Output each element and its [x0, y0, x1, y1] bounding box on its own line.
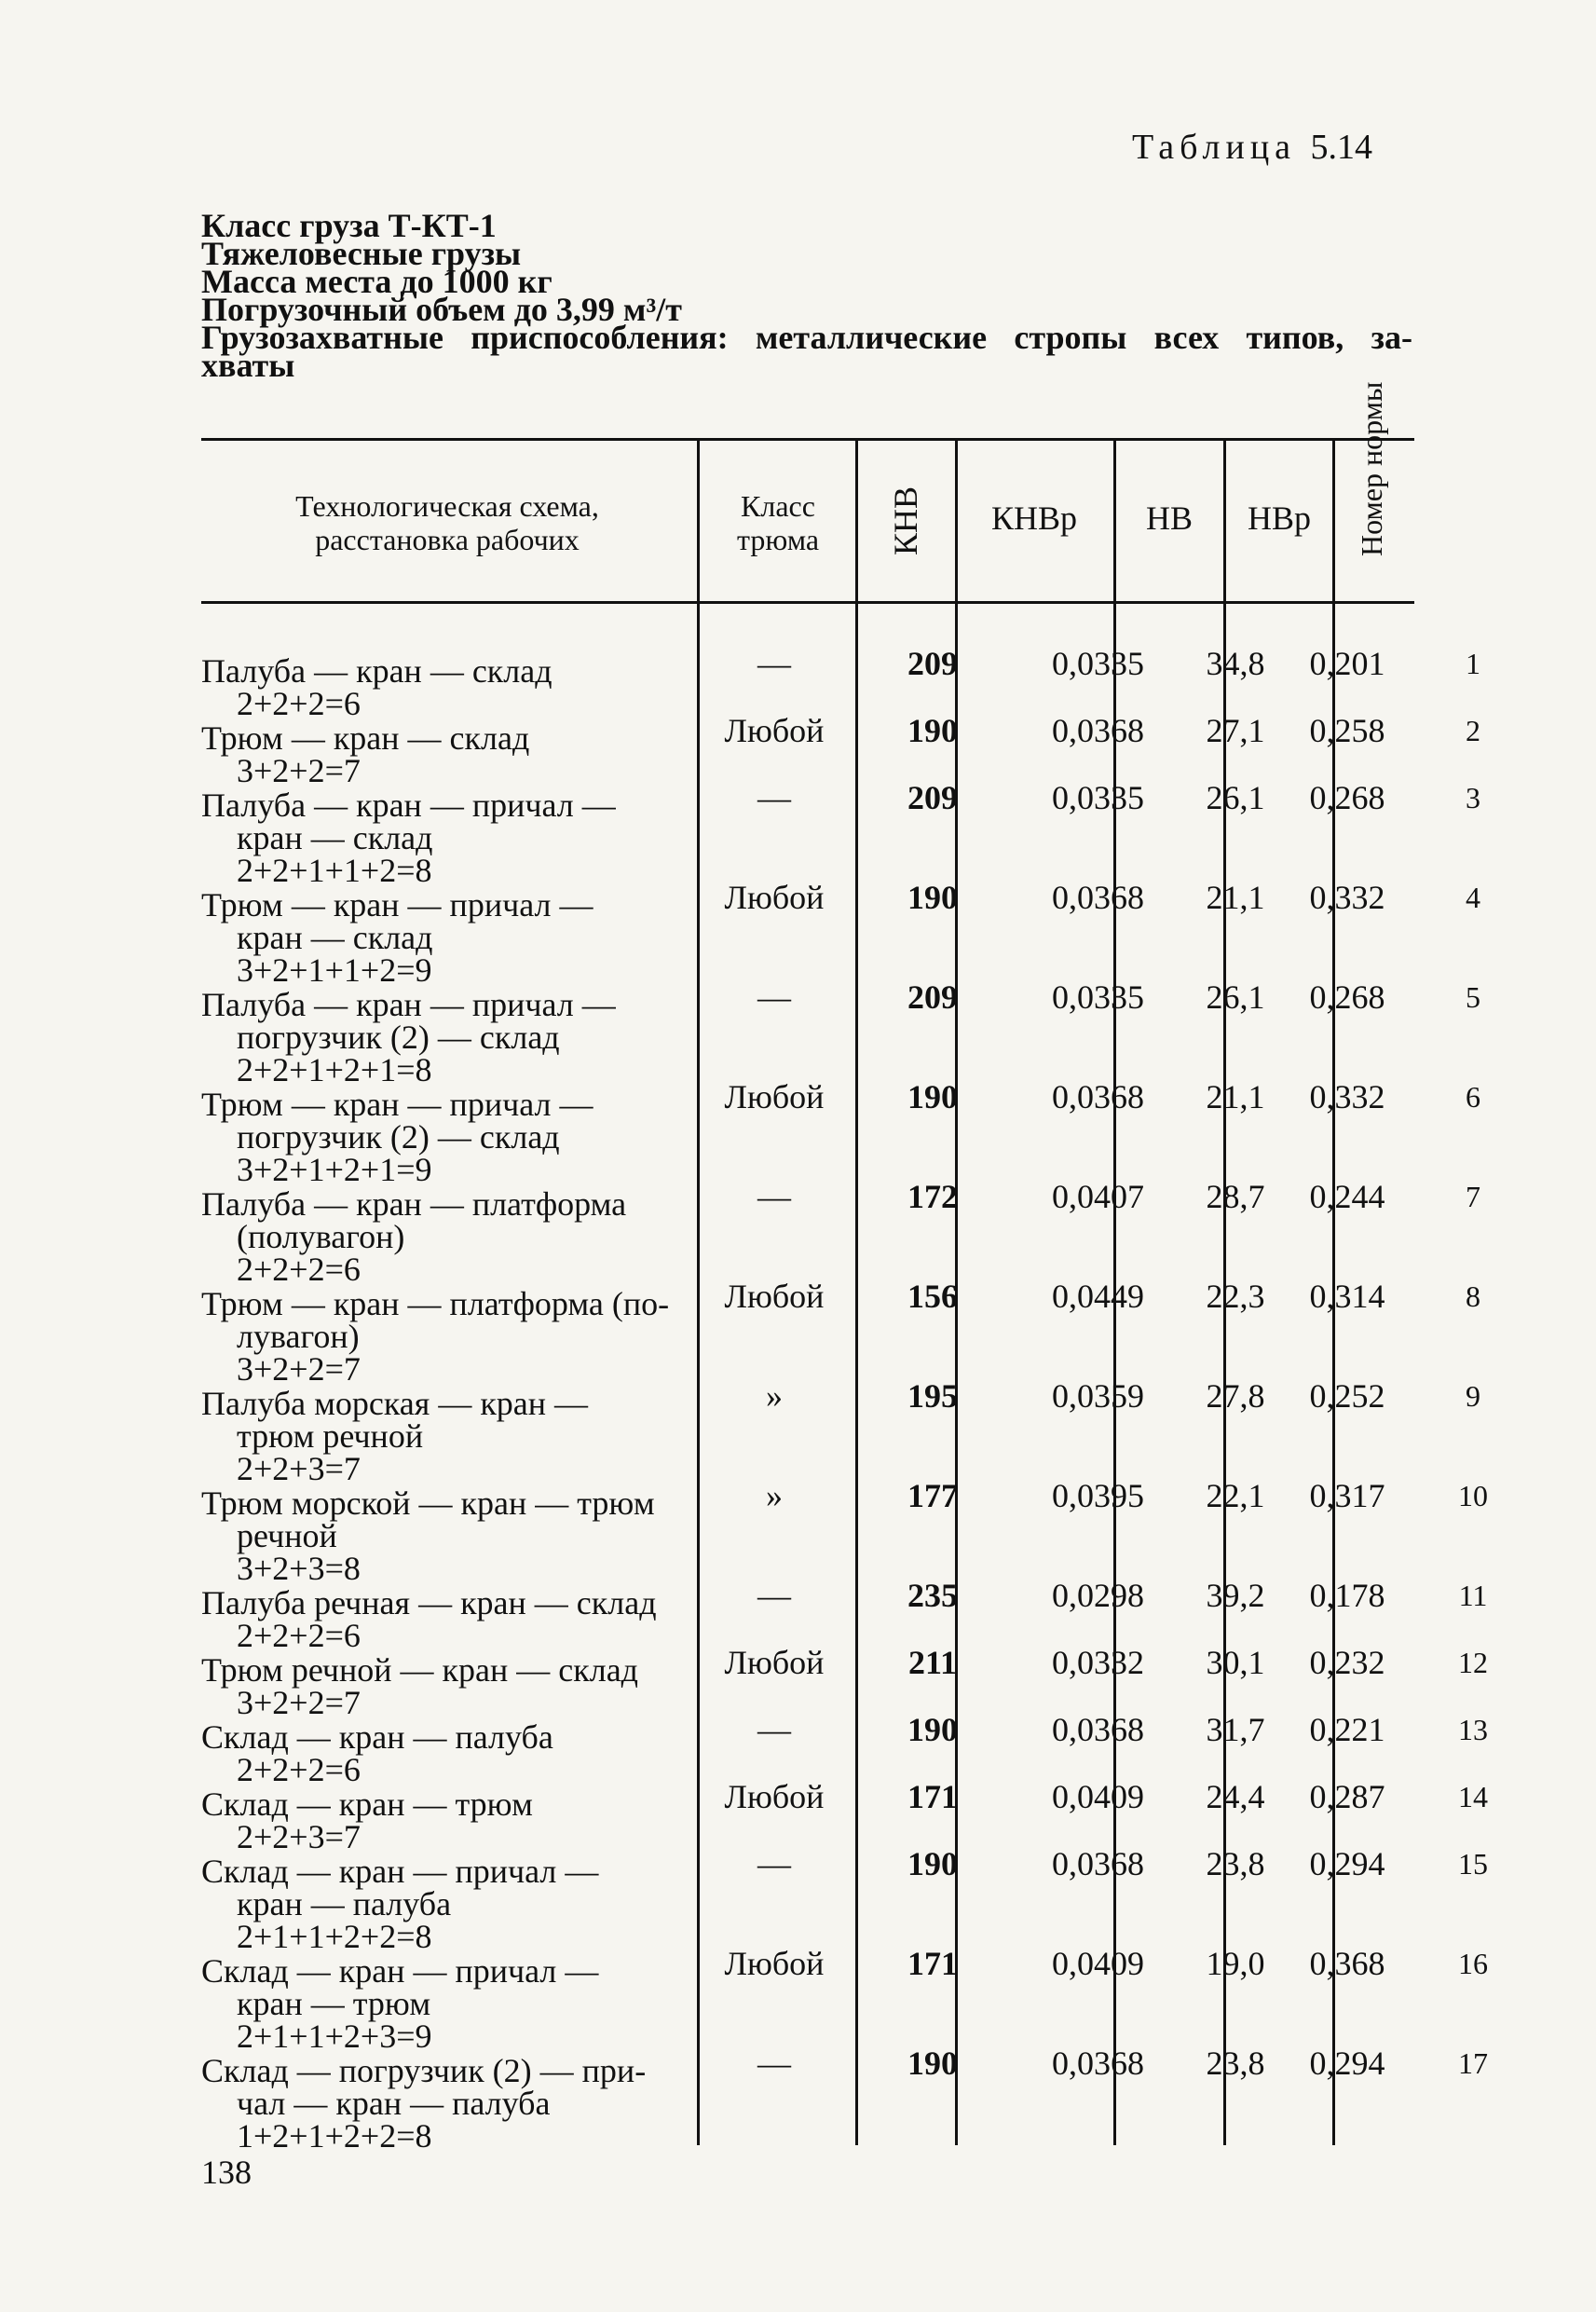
knv-cell: 209: [907, 645, 958, 682]
header-norm-number: Номер нормы: [1355, 381, 1388, 556]
nvr-cell: 0,332: [1309, 1078, 1385, 1115]
knvr-cell: 0,0359: [1052, 1377, 1144, 1415]
norm-number-cell: 6: [1466, 1080, 1480, 1114]
knv-cell: 156: [907, 1278, 958, 1315]
header-knv: КНВ: [887, 486, 924, 556]
nvr-cell: 0,294: [1309, 1845, 1385, 1882]
scheme-line: Палуба речная — кран — склад: [201, 1584, 657, 1621]
knvr-cell: 0,0332: [1052, 1644, 1144, 1681]
scheme-cell: [201, 2052, 695, 2155]
grip-word: металлические: [755, 319, 988, 356]
knv-cell: 190: [907, 1845, 958, 1882]
table-top-rule: [201, 438, 1414, 441]
nvr-cell: 0,314: [1309, 1278, 1385, 1315]
knvr-cell: 0,0368: [1052, 879, 1144, 916]
loading-volume: Погрузочный объем до 3,99 м³/т: [201, 291, 682, 328]
nv-cell: 21,1: [1206, 879, 1265, 916]
grip-word: приспособления:: [471, 319, 729, 356]
knv-cell: 235: [907, 1577, 958, 1614]
scheme-cont: погрузчик (2) — склад 2+2+1+2+1=8: [237, 1019, 560, 1088]
scheme-line: Палуба морская — кран —: [201, 1385, 589, 1422]
scheme-cell: [201, 986, 695, 1088]
scheme-cont: 3+2+2=7: [237, 1684, 361, 1721]
scheme-line: Трюм речной — кран — склад: [201, 1651, 639, 1689]
hold-class-cell: —: [757, 1178, 791, 1215]
norm-number-cell: 10: [1458, 1479, 1488, 1512]
knv-cell: 190: [907, 879, 958, 916]
scheme-cont: кран — палуба 2+1+1+2+2=8: [237, 1885, 452, 1955]
scheme-cell: [201, 789, 695, 887]
scheme-cont: 2+2+3=7: [237, 1818, 361, 1855]
nvr-cell: 0,252: [1309, 1377, 1385, 1415]
scheme-cell: [201, 1484, 695, 1587]
hold-class-cell: Любой: [724, 1078, 825, 1115]
scheme-cont: 2+2+2=6: [237, 1617, 361, 1654]
scheme-cell: [201, 1952, 695, 2055]
nv-cell: 24,4: [1206, 1778, 1265, 1815]
nv-cell: 23,8: [1206, 2045, 1265, 2082]
nvr-cell: 0,178: [1309, 1577, 1385, 1614]
nv-cell: 30,1: [1206, 1644, 1265, 1681]
knvr-cell: 0,0368: [1052, 1711, 1144, 1748]
scheme-cont: 3+2+2=7: [237, 752, 361, 789]
norm-number-cell: 11: [1458, 1579, 1488, 1612]
header-bottom-rule: [201, 601, 1414, 604]
knvr-cell: 0,0298: [1052, 1577, 1144, 1614]
nvr-cell: 0,287: [1309, 1778, 1385, 1815]
knvr-cell: 0,0335: [1052, 645, 1144, 682]
knv-cell: 195: [907, 1377, 958, 1415]
hold-class-cell: —: [757, 2045, 791, 2082]
page-number: 138: [201, 2154, 252, 2191]
knv-cell: 171: [907, 1778, 958, 1815]
scheme-cont: (полувагон) 2+2+2=6: [237, 1218, 405, 1288]
scheme-cont: трюм речной 2+2+3=7: [237, 1417, 424, 1487]
scheme-cell: [201, 1088, 695, 1186]
norm-number-cell: 15: [1458, 1847, 1488, 1881]
nvr-cell: 0,232: [1309, 1644, 1385, 1681]
scheme-cell: [201, 719, 695, 789]
hold-class-cell: Любой: [724, 1278, 825, 1315]
nv-cell: 22,3: [1206, 1278, 1265, 1315]
scheme-line: Трюм — кран — платформа (по-: [201, 1285, 670, 1322]
table-title: [1132, 127, 1372, 168]
nvr-cell: 0,368: [1309, 1945, 1385, 1982]
grip-word: стропы: [1014, 319, 1127, 356]
knv-cell: 209: [907, 779, 958, 816]
knvr-cell: 0,0368: [1052, 1078, 1144, 1115]
nvr-cell: 0,268: [1309, 978, 1385, 1016]
nv-cell: 31,7: [1206, 1711, 1265, 1748]
norm-number-cell: 7: [1466, 1180, 1480, 1213]
scheme-line: Трюм — кран — склад: [201, 719, 530, 757]
nvr-cell: 0,221: [1309, 1711, 1385, 1748]
scheme-line: Склад — кран — причал —: [201, 1952, 599, 1990]
cargo-class: Класс груза Т-КТ-1: [201, 207, 497, 244]
scheme-cell: [201, 1185, 695, 1288]
scheme-cont: кран — склад 3+2+1+1+2=9: [237, 919, 433, 989]
knv-cell: 190: [907, 712, 958, 749]
scheme-cell: [201, 1651, 695, 1721]
scheme-cell: [201, 1584, 695, 1654]
header-nvr: НВр: [1247, 499, 1311, 537]
scheme-line: Трюм — кран — причал —: [201, 1086, 593, 1123]
hold-class-cell: —: [757, 1711, 791, 1748]
scheme-cont: погрузчик (2) — склад 3+2+1+2+1=9: [237, 1118, 560, 1188]
norm-number-cell: 17: [1458, 2046, 1488, 2080]
knvr-cell: 0,0409: [1052, 1945, 1144, 1982]
hold-class-cell: Любой: [724, 1644, 825, 1681]
scheme-cell: [201, 1785, 695, 1855]
knvr-cell: 0,0409: [1052, 1778, 1144, 1815]
norm-number-cell: 4: [1466, 881, 1480, 914]
norm-number-cell: 3: [1466, 781, 1480, 814]
nv-cell: 26,1: [1206, 978, 1265, 1016]
nv-cell: 22,1: [1206, 1477, 1265, 1514]
scheme-cont: кран — трюм 2+1+1+2+3=9: [237, 1985, 432, 2055]
nv-cell: 34,8: [1206, 645, 1265, 682]
table-title-label: Таблица: [1132, 128, 1297, 167]
scheme-line: Трюм морской — кран — трюм: [201, 1484, 655, 1522]
norm-number-cell: 12: [1458, 1646, 1488, 1679]
grip-word: всех: [1153, 319, 1220, 356]
hold-class-cell: Любой: [724, 712, 825, 749]
scheme-line: Склад — кран — палуба: [201, 1718, 553, 1756]
norm-number-cell: 14: [1458, 1780, 1488, 1813]
hold-class-cell: Любой: [724, 1778, 825, 1815]
nv-cell: 28,7: [1206, 1178, 1265, 1215]
knv-cell: 171: [907, 1945, 958, 1982]
knvr-cell: 0,0395: [1052, 1477, 1144, 1514]
piece-mass: Масса места до 1000 кг: [201, 263, 552, 300]
knv-cell: 190: [907, 1711, 958, 1748]
nvr-cell: 0,268: [1309, 779, 1385, 816]
nv-cell: 39,2: [1206, 1577, 1265, 1614]
hold-class-cell: —: [757, 779, 791, 816]
scheme-line: Склад — кран — причал —: [201, 1853, 599, 1890]
hold-class-cell: »: [766, 1377, 783, 1415]
grip-word: типов,: [1246, 319, 1344, 356]
scheme-cell: [201, 652, 695, 722]
norm-number-cell: 5: [1466, 980, 1480, 1014]
cargo-metadata: [201, 207, 1412, 384]
scheme-cont: лувагон) 3+2+2=7: [237, 1318, 361, 1388]
knv-cell: 190: [907, 1078, 958, 1115]
knvr-cell: 0,0407: [1052, 1178, 1144, 1215]
scheme-cell: [201, 1855, 695, 1953]
cargo-type: Тяжеловесные грузы: [201, 235, 522, 272]
nv-cell: 26,1: [1206, 779, 1265, 816]
scheme-cell: [201, 1718, 695, 1788]
hold-class-cell: Любой: [724, 1945, 825, 1982]
nv-cell: 21,1: [1206, 1078, 1265, 1115]
scheme-line: Склад — кран — трюм: [201, 1785, 533, 1823]
norm-number-cell: 13: [1458, 1713, 1488, 1746]
gripping-devices: [201, 319, 1412, 356]
header-knvr: КНВр: [990, 499, 1078, 537]
hold-class-cell: —: [757, 978, 791, 1016]
nvr-cell: 0,332: [1309, 879, 1385, 916]
header-scheme: Технологическая схема, расстановка рабочих: [295, 489, 599, 556]
hold-class-cell: —: [757, 1845, 791, 1882]
scheme-line: Палуба — кран — причал —: [201, 986, 616, 1023]
knv-cell: 172: [907, 1178, 958, 1215]
scheme-line: Склад — погрузчик (2) — при-: [201, 2052, 647, 2089]
norm-number-cell: 2: [1466, 714, 1480, 747]
scheme-cont: чал — кран — палуба 1+2+1+2+2=8: [237, 2085, 551, 2155]
gripping-devices-cont: хваты: [201, 347, 295, 384]
nvr-cell: 0,244: [1309, 1178, 1385, 1215]
hold-class-cell: Любой: [724, 879, 825, 916]
nvr-cell: 0,201: [1309, 645, 1385, 682]
scheme-cell: [201, 1285, 695, 1388]
norm-number-cell: 1: [1466, 647, 1480, 680]
nv-cell: 27,8: [1206, 1377, 1265, 1415]
scheme-line: Палуба — кран — склад: [201, 652, 552, 690]
scheme-cont: 2+2+2=6: [237, 685, 361, 722]
nvr-cell: 0,317: [1309, 1477, 1385, 1514]
knvr-cell: 0,0449: [1052, 1278, 1144, 1315]
header-nv: НВ: [1145, 499, 1193, 537]
nv-cell: 23,8: [1206, 1845, 1265, 1882]
header-hold-class: Класс трюма: [736, 489, 820, 556]
nvr-cell: 0,258: [1309, 712, 1385, 749]
knv-cell: 190: [907, 2045, 958, 2082]
scheme-cont: кран — склад 2+2+1+1+2=8: [237, 819, 433, 889]
knv-cell: 177: [907, 1477, 958, 1514]
knvr-cell: 0,0335: [1052, 779, 1144, 816]
scheme-cell: [201, 886, 695, 989]
norm-number-cell: 8: [1466, 1279, 1480, 1313]
scheme-cont: 2+2+2=6: [237, 1751, 361, 1788]
nv-cell: 19,0: [1206, 1945, 1265, 1982]
scheme-cell: [201, 1385, 695, 1487]
table-title-number: 5.14: [1310, 128, 1373, 167]
nvr-cell: 0,294: [1309, 2045, 1385, 2082]
knv-cell: 209: [907, 978, 958, 1016]
hold-class-cell: —: [757, 1577, 791, 1614]
norm-number-cell: 16: [1458, 1947, 1488, 1980]
nv-cell: 27,1: [1206, 712, 1265, 749]
knvr-cell: 0,0368: [1052, 712, 1144, 749]
hold-class-cell: —: [757, 645, 791, 682]
grip-word: за-: [1371, 319, 1412, 356]
knvr-cell: 0,0368: [1052, 2045, 1144, 2082]
scheme-cont: речной 3+2+3=8: [237, 1517, 361, 1587]
hold-class-cell: »: [766, 1477, 783, 1514]
knvr-cell: 0,0335: [1052, 978, 1144, 1016]
scheme-line: Палуба — кран — причал —: [201, 787, 616, 824]
norm-number-cell: 9: [1466, 1379, 1480, 1413]
scheme-line: Трюм — кран — причал —: [201, 886, 593, 923]
knv-cell: 211: [907, 1644, 957, 1681]
knvr-cell: 0,0368: [1052, 1845, 1144, 1882]
grip-word: Грузозахватные: [201, 319, 443, 356]
scheme-line: Палуба — кран — платформа: [201, 1185, 627, 1223]
